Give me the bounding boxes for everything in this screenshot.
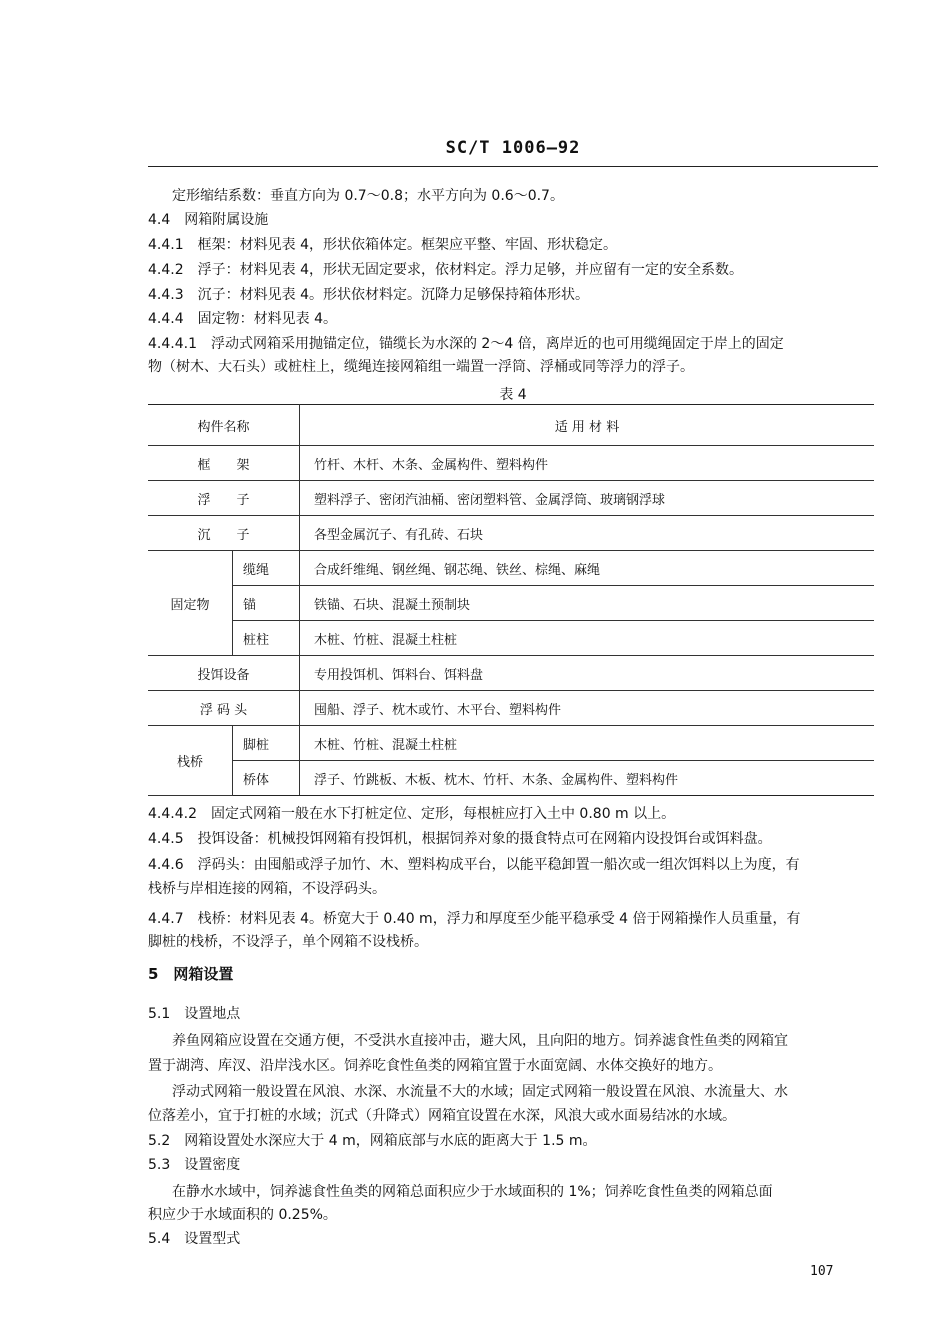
sub-name-cell: 脚桩 bbox=[233, 726, 300, 761]
row-name-cell: 框 架 bbox=[148, 446, 300, 481]
header-name-cell: 构件名称 bbox=[148, 405, 300, 446]
group-name-cell: 栈桥 bbox=[148, 726, 233, 796]
paragraph-line: 积应少于水域面积的 0.25%。 bbox=[148, 1207, 337, 1223]
table-row bbox=[148, 481, 874, 516]
text-line: 4.4.4.1 浮动式网箱采用抛锚定位，锚缆长为水深的 2～4 倍，离岸近的也可用缆绳固定于岸上的固定 bbox=[148, 336, 784, 352]
table-row bbox=[148, 726, 874, 761]
header-rule bbox=[148, 166, 878, 167]
paragraph-line: 浮动式网箱一般设置在风浪、水深、水流量不大的水域；固定式网箱一般设置在风浪、水流量大、水 bbox=[172, 1084, 788, 1100]
row-name-cell: 投饵设备 bbox=[148, 656, 300, 691]
chapter-heading: 5 网箱设置 bbox=[148, 965, 234, 983]
row-material-cell: 木桩、竹桩、混凝土柱桩 bbox=[300, 726, 875, 761]
text-line: 4.4.2 浮子：材料见表 4，形状无固定要求，依材料定。浮力足够，并应留有一定的安全系数。 bbox=[148, 262, 743, 278]
row-material-cell: 囤船、浮子、枕木或竹、木平台、塑料构件 bbox=[300, 691, 875, 726]
sub-name-cell: 缆绳 bbox=[233, 551, 300, 586]
table-row bbox=[148, 621, 874, 656]
table-row bbox=[148, 516, 874, 551]
table-caption: 表 4 bbox=[499, 387, 527, 403]
row-material-cell: 木桩、竹桩、混凝土柱桩 bbox=[300, 621, 875, 656]
table-row bbox=[148, 446, 874, 481]
table-row bbox=[148, 586, 874, 621]
text-line: 4.4.7 栈桥：材料见表 4。桥宽大于 0.40 m，浮力和厚度至少能平稳承受 4 倍于网箱操作人员重量，有 bbox=[148, 911, 801, 927]
materials-table bbox=[148, 404, 874, 796]
row-material-cell: 各型金属沉子、有孔砖、石块 bbox=[300, 516, 875, 551]
text-line: 4.4.1 框架：材料见表 4，形状依箱体定。框架应平整、牢固、形状稳定。 bbox=[148, 237, 617, 253]
header-material-cell: 适 用 材 料 bbox=[300, 405, 875, 446]
paragraph-line: 在静水水域中，饲养滤食性鱼类的网箱总面积应少于水域面积的 1%；饲养吃食性鱼类的网箱总面 bbox=[172, 1184, 773, 1200]
sub-name-cell: 桥体 bbox=[233, 761, 300, 796]
text-line: 栈桥与岸相连接的网箱，不设浮码头。 bbox=[148, 881, 386, 897]
section-heading: 5.3 设置密度 bbox=[148, 1157, 241, 1173]
row-material-cell: 合成纤维绳、钢丝绳、钢芯绳、铁丝、棕绳、麻绳 bbox=[300, 551, 875, 586]
row-material-cell: 竹杆、木杆、木条、金属构件、塑料构件 bbox=[300, 446, 875, 481]
paragraph-line: 置于湖湾、库汊、沿岸浅水区。饲养吃食性鱼类的网箱宜置于水面宽阔、水体交换好的地方。 bbox=[148, 1058, 722, 1074]
table-header-row bbox=[148, 405, 874, 446]
sub-name-cell: 桩柱 bbox=[233, 621, 300, 656]
text-line: 定形缩结系数：垂直方向为 0.7～0.8；水平方向为 0.6～0.7。 bbox=[172, 188, 564, 204]
section-heading: 5.4 设置型式 bbox=[148, 1231, 241, 1247]
section-heading: 5.1 设置地点 bbox=[148, 1006, 241, 1022]
row-material-cell: 专用投饵机、饵料台、饵料盘 bbox=[300, 656, 875, 691]
section-heading: 5.2 网箱设置处水深应大于 4 m，网箱底部与水底的距离大于 1.5 m。 bbox=[148, 1133, 597, 1149]
table-row bbox=[148, 691, 874, 726]
row-name-cell: 浮 码 头 bbox=[148, 691, 300, 726]
table-row bbox=[148, 761, 874, 796]
paragraph-line: 养鱼网箱应设置在交通方便，不受洪水直接冲击，避大风，且向阳的地方。饲养滤食性鱼类的网箱宜 bbox=[172, 1033, 788, 1049]
text-line: 4.4.6 浮码头：由囤船或浮子加竹、木、塑料构成平台，以能平稳卸置一船次或一组次饵料以上为度，有 bbox=[148, 857, 800, 873]
table-row bbox=[148, 656, 874, 691]
paragraph-line: 位落差小，宜于打桩的水域；沉式（升降式）网箱宜设置在水深，风浪大或水面易结冰的水域。 bbox=[148, 1108, 736, 1124]
sub-name-cell: 锚 bbox=[233, 586, 300, 621]
section-heading: 4.4 网箱附属设施 bbox=[148, 212, 269, 228]
text-line: 4.4.5 投饵设备：机械投饵网箱有投饵机，根据饲养对象的摄食特点可在网箱内设投饵台或饵料盘。 bbox=[148, 831, 772, 847]
row-material-cell: 塑料浮子、密闭汽油桶、密闭塑料管、金属浮筒、玻璃钢浮球 bbox=[300, 481, 875, 516]
text-line: 4.4.4.2 固定式网箱一般在水下打桩定位、定形，每根桩应打入土中 0.80 m 以上。 bbox=[148, 806, 676, 822]
row-material-cell: 浮子、竹跳板、木板、枕木、竹杆、木条、金属构件、塑料构件 bbox=[300, 761, 875, 796]
row-material-cell: 铁锚、石块、混凝土预制块 bbox=[300, 586, 875, 621]
group-name-cell: 固定物 bbox=[148, 551, 233, 656]
text-line: 物（树木、大石头）或桩柱上，缆绳连接网箱组一端置一浮筒、浮桶或同等浮力的浮子。 bbox=[148, 359, 694, 375]
standard-code-header: SC/T 1006—92 bbox=[445, 138, 581, 158]
text-line: 4.4.4 固定物：材料见表 4。 bbox=[148, 311, 337, 327]
text-line: 4.4.3 沉子：材料见表 4。形状依材料定。沉降力足够保持箱体形状。 bbox=[148, 287, 589, 303]
page-number: 107 bbox=[810, 1264, 834, 1279]
row-name-cell: 沉 子 bbox=[148, 516, 300, 551]
row-name-cell: 浮 子 bbox=[148, 481, 300, 516]
text-line: 脚桩的栈桥，不设浮子，单个网箱不设栈桥。 bbox=[148, 934, 428, 950]
table-row bbox=[148, 551, 874, 586]
